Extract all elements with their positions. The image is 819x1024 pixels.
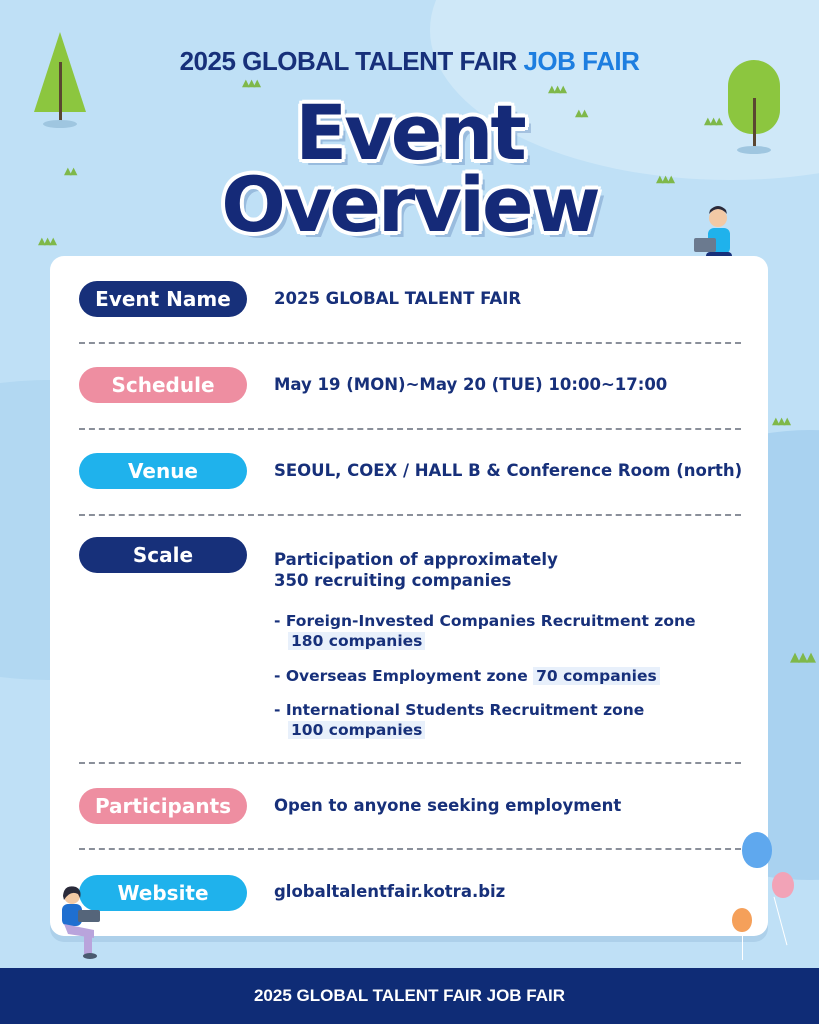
value-venue: SEOUL, COEX / HALL B & Conference Room (north) — [274, 461, 743, 480]
event-overview-card — [50, 256, 768, 936]
item-prefix: - — [274, 667, 286, 685]
label-schedule: Schedule — [79, 367, 247, 403]
grass-decoration: ▲▲▲ — [548, 84, 566, 95]
item-text: Overseas Employment zone — [285, 667, 528, 685]
grass-decoration: ▲▲ — [575, 108, 587, 119]
value-scale-line2: 350 recruiting companies — [274, 571, 512, 590]
grass-decoration: ▲▲▲ — [656, 174, 674, 185]
hero-heading-line1: Event — [295, 88, 524, 177]
divider — [79, 514, 741, 516]
value-event-name: 2025 GLOBAL TALENT FAIR — [274, 289, 522, 308]
label-website: Website — [79, 875, 247, 911]
label-event-name: Event Name — [79, 281, 247, 317]
grass-decoration: ▲▲ — [64, 166, 76, 177]
item-count: 180 companies — [288, 632, 425, 650]
label-scale: Scale — [79, 537, 247, 573]
label-venue: Venue — [79, 453, 247, 489]
item-text: International Students Recruitment zone — [285, 701, 645, 719]
grass-decoration: ▲▲▲ — [38, 236, 56, 247]
title-main: 2025 GLOBAL TALENT FAIR — [179, 46, 517, 76]
scale-item-overseas — [274, 666, 660, 686]
balloon-blue — [742, 832, 772, 868]
balloon-string — [742, 930, 743, 960]
item-count: 70 companies — [533, 667, 660, 685]
grass-decoration: ▲▲▲ — [242, 78, 260, 89]
person-sitting-illustration — [54, 884, 106, 962]
value-scale — [274, 549, 558, 591]
value-participants: Open to anyone seeking employment — [274, 796, 622, 815]
divider — [79, 848, 741, 850]
value-schedule: May 19 (MON)~May 20 (TUE) 10:00~17:00 — [274, 375, 668, 394]
grass-decoration: ▲▲▲ — [704, 116, 722, 127]
grass-decoration: ▲▲▲ — [772, 416, 790, 427]
item-prefix: - — [274, 612, 286, 630]
item-text: Foreign-Invested Companies Recruitment zone — [285, 612, 696, 630]
hero-heading-line2: Overview — [221, 160, 598, 249]
footer-banner: 2025 GLOBAL TALENT FAIR JOB FAIR — [0, 968, 819, 1024]
divider — [79, 428, 741, 430]
balloon-string — [774, 897, 788, 946]
scale-item-international — [274, 700, 644, 740]
item-prefix: - — [274, 701, 286, 719]
balloon-pink — [772, 872, 794, 898]
grass-decoration: ▲▲▲ — [790, 650, 814, 665]
value-scale-line1: Participation of approximately — [274, 550, 558, 569]
balloon-orange — [732, 908, 752, 932]
page-title — [0, 46, 819, 77]
title-accent: JOB FAIR — [523, 46, 640, 76]
scale-item-foreign — [274, 611, 696, 651]
value-website-link[interactable]: globaltalentfair.kotra.biz — [274, 882, 506, 901]
divider — [79, 762, 741, 764]
item-count: 100 companies — [288, 721, 425, 739]
divider — [79, 342, 741, 344]
label-participants: Participants — [79, 788, 247, 824]
